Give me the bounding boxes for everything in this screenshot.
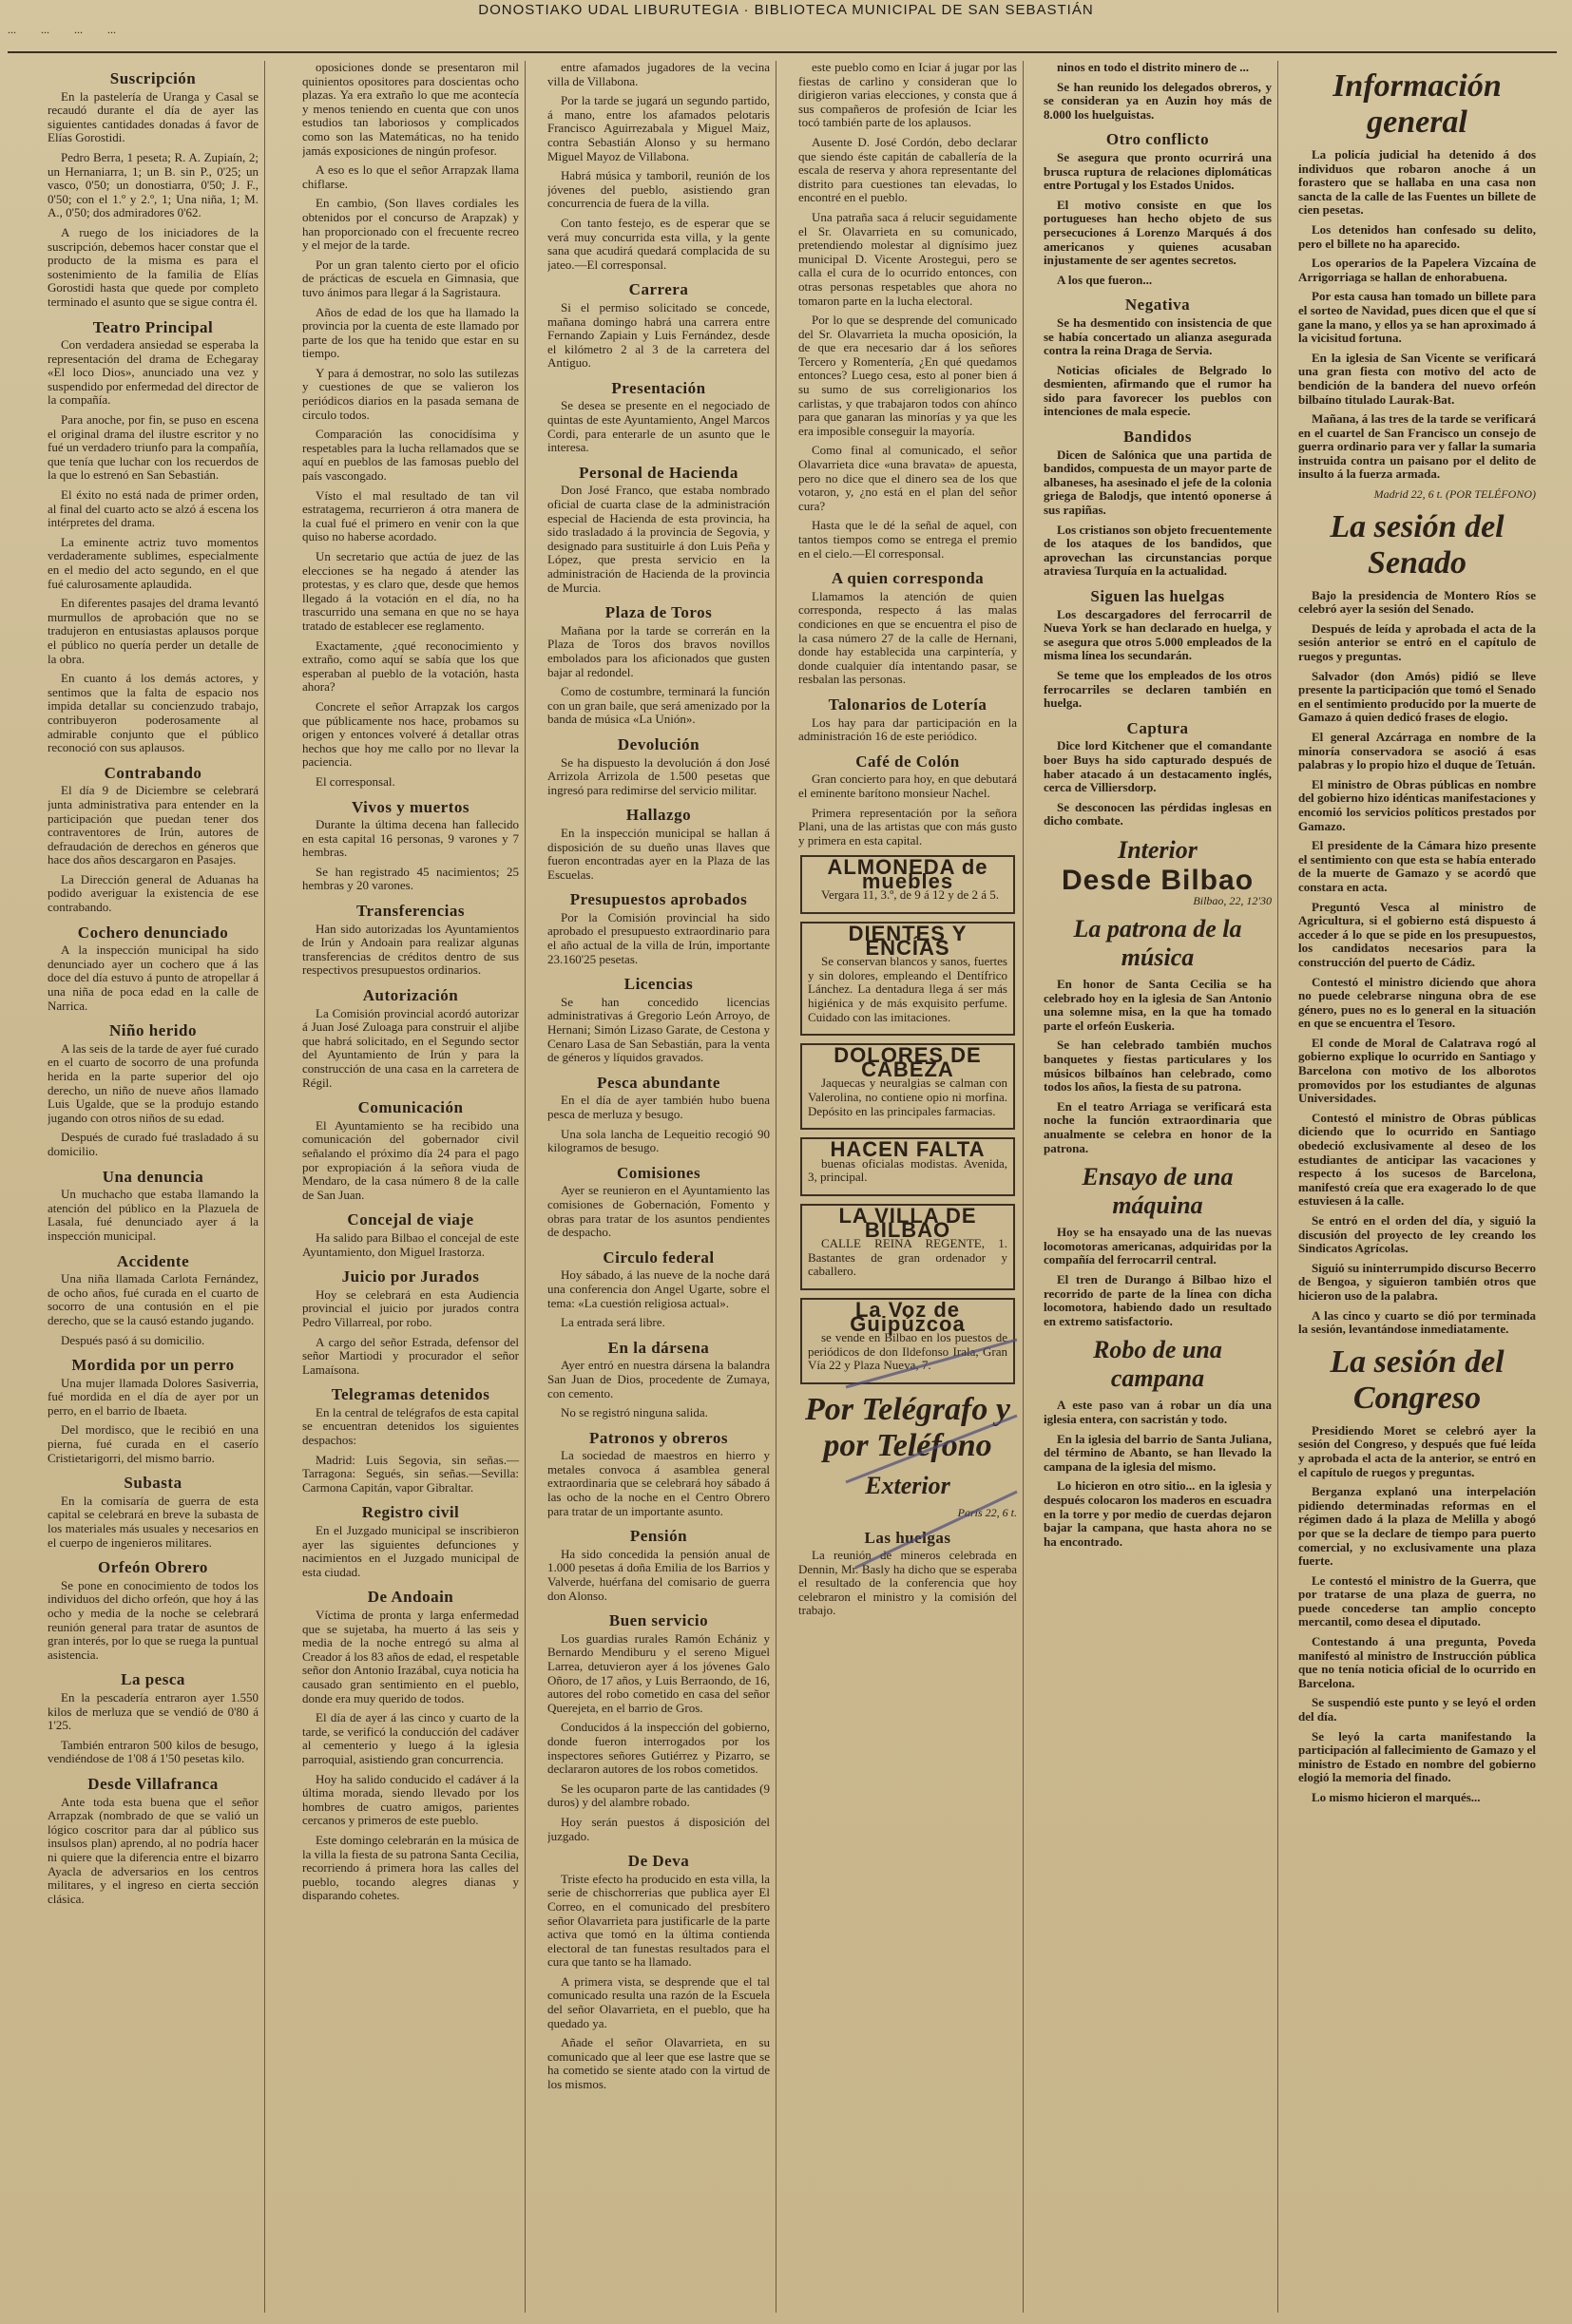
paragraph: Hoy se ha ensayado una de las nuevas locomotoras americanas, adquiridas por la compañía del ferrocarril central. xyxy=(1044,1225,1272,1267)
paragraph: Preguntó Vesca al ministro de Agricultura, si el gobierno está dispuesto á acceder á lo que se pide en los presupuestos, los candidatos necesarios para la construcción del puerto de Cádiz. xyxy=(1298,899,1536,969)
section-heading: Pensión xyxy=(629,1527,688,1546)
paragraph: Como final al comunicado, el señor Olavarrieta dice «una bravata» de apuesta, pero no dice que el dinero sea de los que votaron, y, ¿no está en el plan del señor cura? xyxy=(798,443,1017,513)
section-heading: Pesca abundante xyxy=(597,1073,720,1092)
paragraph: Después de curado fué trasladado á su domicilio. xyxy=(48,1130,259,1158)
paragraph: Añade el señor Olavarrieta, en su comunicado que al leer que ese lastre que se ha cometido se siente atado con la virtud de los mismos. xyxy=(547,2035,770,2092)
paragraph: Se les ocuparon parte de las cantidades (9 duros) y del alambre robado. xyxy=(547,1781,770,1810)
paragraph: A ruego de los iniciadores de la suscripción, debemos hacer constar que el producto de la misma es para el sostenimiento de la familia de Elías Gorostidi hasta que quede por completo terminado el asunto que se sigue contra él. xyxy=(48,224,259,309)
paragraph: Los hay para dar participación en la administración 16 de este periódico. xyxy=(798,714,1017,744)
section-heading: Plaza de Toros xyxy=(604,603,713,622)
section-heading: Subasta xyxy=(124,1474,182,1493)
paragraph: El corresponsal. xyxy=(316,773,395,789)
paragraph: Se teme que los empleados de los otros ferrocarriles se declaren también en huelga. xyxy=(1044,667,1272,711)
paragraph: Primera representación por la señora Plani, una de las artistas que con más gusto y primera en esta capital. xyxy=(798,805,1017,848)
paragraph: También entraron 500 kilos de besugo, vendiéndose de 1'08 á 1'50 pesetas kilo. xyxy=(48,1737,259,1766)
column-1 xyxy=(48,61,265,2313)
paragraph: Concrete el señor Arrapzak los cargos que públicamente nos hace, probamos su origen y entonces volveré á detallar otras hechos que hoy me callo por no llevar la paciencia. xyxy=(302,698,519,770)
paragraph: Contestando á una pregunta, Poveda manifestó al ministro de Instrucción pública que no tenía noticia oficial de lo ocurrido en Barcelona. xyxy=(1298,1634,1536,1690)
paragraph: Ante toda esta buena que el señor Arrapzak (nombrado de que se valió un lógico coscritor para dar al público sus insulsos plan) aprendo, al no podría hacer ni quiere que la diferencia entre el bizarro Ayacla de adversarios en los centros militares, y el ingreso en cierta sección clásica. xyxy=(48,1794,259,1906)
paragraph: Víctima de pronta y larga enfermedad que se sujetaba, ha muerto á las seis y media de la noche entregó su alma al Creador á los 83 años de edad, el respetable señor don Antonio Irazábal, cuya noticia ha causado gran sentimiento en el pueblo, donde era muy querido de todos. xyxy=(302,1608,519,1705)
paragraph: oposiciones donde se presentaron mil quinientos opositores para doscientas ocho plazas. Ya era extraño lo que me acontecía y menos teniendo en cuenta que con unos estudios tan laboriosos y complicados como son las Matemáticas, no ha tenido jamás exposiciones de ningún profesor. xyxy=(302,61,519,158)
section-heading: Bandidos xyxy=(1122,428,1193,447)
paragraph: A las cinco y cuarto se dió por terminada la sesión, levantándose inmediatamente. xyxy=(1298,1307,1536,1337)
paragraph: Años de edad de los que ha llamado la provincia por la cuenta de este llamado por parte de los que ha tenido que estar en su tiempo. xyxy=(302,304,519,361)
paragraph: Mañana, á las tres de la tarde se verificará en el cuartel de San Francisco un consejo de guerra ordinario para ver y fallar la sumaria instruida contra un paisano por el delito de insulto á la fuerza armada. xyxy=(1298,411,1536,482)
paragraph: Una patraña saca á relucir seguidamente el Sr. Olavarrieta en su comunicado, pretendiendo molestar al dignísimo juez municipal D. Vicente Arostegui, pero se calla el cura de lo ocurrido entonces, con otras personas respetables que ahora no tomaron parte en la lucha electoral. xyxy=(798,209,1017,308)
section-heading: Una denuncia xyxy=(102,1167,204,1186)
paragraph: El día 9 de Diciembre se celebrará junta administrativa para entender en la participación que puedan tener dos contraventores de Irún, autores de defraudación de derechos en géneros que hace dos años descargaron en Pasajes. xyxy=(48,783,259,867)
top-fragment-text: ... xyxy=(8,23,16,36)
paragraph: Para anoche, por fin, se puso en escena el original drama del ilustre escritor y no fué un verdadero triunfo para la compañía, que tenía que luchar con los recuerdos de la que lo estrenó en San Sebastián. xyxy=(48,412,259,483)
section-heading: Teatro Principal xyxy=(92,317,214,336)
paragraph: Los descargadores del ferrocarril de Nueva York se han declarado en huelga, y se asegura que otros 5.000 empleados de la misma línea los secundarán. xyxy=(1044,606,1272,663)
paragraph: este pueblo como en Iciar á jugar por las fiestas de carlino y consideran que lo dirigieron varias elecciones, y consta que á sus compañeros de profesión de Iciar les tocó también parte de los aplausos. xyxy=(798,61,1017,130)
paragraph: Se han celebrado también muchos banquetes y fiestas particulares y los músicos bilbaínos han celebrado, como todos los años, la fiesta de su patrona. xyxy=(1044,1038,1272,1095)
paragraph: Se han concedido licencias administrativas á Gregorio León Arroyo, de Hernani; Simón Lizaso Garate, de Cestona y Cenaro Lasa de San Sebastián, para la venta de géneros y líquidos gravados. xyxy=(547,994,770,1065)
paragraph: En diferentes pasajes del drama levantó murmullos de aprobación que no se tradujeron en entusiastas aplausos porque el público no quería perder un detalle de la obra. xyxy=(48,596,259,666)
paragraph: Contestó el ministro de Obras públicas diciendo que lo ocurrido en Santiago obedeció exclusivamente al deseo de los estudiantes de anticipar las vacaciones y respecto á los sucesos de Barcelona, manifestó creía que era exagerado lo de que estuviesen á la calle. xyxy=(1298,1110,1536,1209)
section-heading: Comunicación xyxy=(357,1098,464,1117)
paragraph: Ausente D. José Cordón, debo declarar que siendo éste capitán de caballería de la escala de reserva y ahora representante del distrito para cuestiones tan elevadas, lo encontré en el pueblo. xyxy=(798,134,1017,205)
paragraph: Se asegura que pronto ocurrirá una brusca ruptura de relaciones diplomáticas entre Portugal y los Estados Unidos. xyxy=(1044,149,1272,193)
section-heading: Niño herido xyxy=(109,1021,197,1040)
paragraph: En la pastelería de Uranga y Casal se recaudó durante el día de ayer las siguientes cantidades donadas á favor de Elías Gorostidi. xyxy=(48,88,259,145)
paragraph: No se registró ninguna salida. xyxy=(561,1405,708,1420)
paragraph: A las seis de la tarde de ayer fué curado en el cuarto de socorro de una profunda herida en la parte superior del ojo derecho, un niño de nueve años llamado Luis Ugalde, que se la produjo estando jugando con otros niños de su edad. xyxy=(48,1040,259,1125)
ad-text: se vende en Bilbao en los puestos de periódicos de don Ildefonso Irala, Gran Vía 22 y Plaza Nueva, 7. xyxy=(808,1330,1007,1373)
advertisement-box xyxy=(800,1137,1015,1196)
paragraph: Ayer se reunieron en el Ayuntamiento las comisiones de Gobernación, Fomento y obras para tratar de los asuntos pendientes de despacho. xyxy=(547,1183,770,1240)
ad-title: ALMONEDA de muebles xyxy=(827,855,988,893)
paragraph: Habrá música y tamboril, reunión de los jóvenes del pueblo, asistiendo gran concurrencia de fuera de la villa. xyxy=(547,168,770,211)
paragraph: Este domingo celebrarán en la música de la villa la fiesta de su patrona Santa Cecilia, recorriendo á primera hora las calles del pueblo, tocando alegres dianas y disparando cohetes. xyxy=(302,1832,519,1903)
paragraph: En cuanto á los demás actores, y sentimos que la falta de espacio nos impida detallar su concienzudo trabajo, contribuyeron poderosamente al admirable conjunto que el público reconoció con sus aplausos. xyxy=(48,671,259,755)
paragraph: La reunión de mineros celebrada en Dennin, Mr. Basly ha dicho que se esperaba el resultado de la conferencia que hoy celebraron el ministro y la comisión del trabajo. xyxy=(798,1548,1017,1618)
section-heading: Patronos y obreros xyxy=(589,1428,728,1447)
paragraph: Por esta causa han tomado un billete para el sorteo de Navidad, pues dicen que el que sí gane la mano, y ellos ya se han aproximado á la vicisitud fortuna. xyxy=(1298,289,1536,346)
paragraph: Se ha dispuesto la devolución á don José Arrizola Arrizola de 1.500 pesetas que ingresó para redimirse del servicio militar. xyxy=(547,754,770,797)
paragraph: El Ayuntamiento se ha recibido una comunicación del gobernador civil señalando el próximo día 24 para el pago por expropiación á la señora viuda de Mendaro, de la casa número 8 de la calle de San Juan. xyxy=(302,1117,519,1202)
telegraph-section-title: Por Telégrafo y por Teléfono xyxy=(805,1391,1010,1463)
paragraph: En la pescadería entraron ayer 1.550 kilos de merluza que se vendió de 0'80 á 1'25. xyxy=(48,1689,259,1733)
advertisement-box xyxy=(800,855,1015,914)
paragraph: Llamamos la atención de quien corresponda, respecto á las malas condiciones en que se encuentra el piso de la casa número 27 de la calle de Hernani, donde hay establecida una carpintería, y donde cualquier día intentando pasar, se resbalan las personas. xyxy=(798,588,1017,687)
section-heading: Telegramas detenidos xyxy=(331,1385,490,1404)
column-3 xyxy=(547,61,776,2313)
advertisement-box xyxy=(800,1204,1015,1290)
dateline: Bilbao, 22, 12'30 xyxy=(1193,893,1272,907)
ad-title: LA VILLA DE BILBAO xyxy=(838,1203,977,1242)
paragraph: Se suspendió este punto y se leyó el orden del día. xyxy=(1298,1695,1536,1724)
section-heading: Comisiones xyxy=(616,1163,701,1182)
paragraph: Hasta que le dé la señal de aquel, con tantos tiempos como se entrega el premio en el cielo.—El corresponsal. xyxy=(798,518,1017,561)
paragraph: La Comisión provincial acordó autorizar á Juan José Zuloaga para construir el aljibe que habrá solicitado, en el Segundo sector del Ayuntamiento de Irún y para la construcción de una casa en la carretera de Régil. xyxy=(302,1005,519,1090)
paragraph: ninos en todo el distrito minero de ... xyxy=(1057,61,1249,74)
paragraph: Los guardias rurales Ramón Echániz y Bernardo Mendiburu y el sereno Miguel Larrea, detuvieron ayer á los jóvenes Galo Oñoro, de 17 años, y Luis Berraondo, de 16, autores del robo cometido en casa del señor Querejeta, en el barrio de Gros. xyxy=(547,1630,770,1715)
paragraph: Después de leída y aprobada el acta de la sesión anterior se entró en el capítulo de ruegos y preguntas. xyxy=(1298,620,1536,664)
paragraph: En la iglesia de San Vicente se verificará una gran fiesta con motivo del acto de bendición de la bandera del nuevo orfeón bilbaíno titulado Laurak-Bat. xyxy=(1298,350,1536,407)
advertisement-box xyxy=(800,1043,1015,1130)
paragraph: El motivo consiste en que los portugueses han hecho objeto de sus persecuciones á Lorenzo Marqués á dos americanos y quienes acusaban injustamente de ser agentes secretos. xyxy=(1044,197,1272,268)
archive-header: DONOSTIAKO UDAL LIBURUTEGIA · BIBLIOTECA MUNICIPAL DE SAN SEBASTIÁN xyxy=(478,2,1094,18)
paragraph: El general Azcárraga en nombre de la minoría conservadora se asoció á esas palabras y lo propio hizo el duque de Tetuán. xyxy=(1298,730,1536,772)
paragraph: La policía judicial ha detenido á dos individuos que robaron anoche á un forastero que se hallaba en una casa non sancta de la calle de las Fuentes un billete de cien pesetas. xyxy=(1298,147,1536,218)
paragraph: Como de costumbre, terminará la función con un gran baile, que será amenizado por la banda de música «La Unión». xyxy=(547,684,770,727)
ad-text: Se conservan blancos y sanos, fuertes y sin dolores, empleando el Dentífrico Lánchez. La dentadura llega á ser más higiénica y de más exquisito perfume. Cuidado con las imitaciones. xyxy=(808,954,1007,1024)
paragraph: Bajo la presidencia de Montero Ríos se celebró ayer la sesión del Senado. xyxy=(1298,587,1536,617)
section-heading: Transferencias xyxy=(355,902,466,921)
section-heading: La pesca xyxy=(121,1670,185,1689)
paragraph: Pedro Berra, 1 peseta; R. A. Zupiaín, 2; un Hernaniarra, 1; un B. sin P., 0'25; un vasco, 0'50; un donostiarra, 0'50; J. F., 0'50; con el 1.º y 2.º, 1; Una niña, 1; M. A., 0'50; dos admiradores 0'62. xyxy=(48,149,259,220)
paragraph: La eminente actriz tuvo momentos verdaderamente sublimes, especialmente en el medio del acto segundo, en el que fué calurosamente aplaudida. xyxy=(48,534,259,591)
advertisement-box xyxy=(800,1298,1015,1384)
ad-title: HACEN FALTA xyxy=(830,1137,986,1162)
paragraph: Presidiendo Moret se celebró ayer la sesión del Congreso, y después que fué leída y aprobada el acta de la anterior, se entró en el capítulo de ruegos y preguntas. xyxy=(1298,1422,1536,1479)
paragraph: Gran concierto para hoy, en que debutará el eminente barítono monsieur Nachel. xyxy=(798,771,1017,800)
top-torn-line xyxy=(8,21,1557,53)
paragraph: Se leyó la carta manifestando la participación al fallecimiento de Gamazo y el ministro de Estado en nombre del gobierno elogió la memoria del finado. xyxy=(1298,1728,1536,1785)
paragraph: Se desea se presente en el negociado de quintas de este Ayuntamiento, Angel Marcos Cordi, para enterarle de un asunto que le interesa. xyxy=(547,398,770,455)
paragraph: Lo mismo hicieron el marqués... xyxy=(1312,1790,1481,1804)
senado-title: La sesión del Senado xyxy=(1330,508,1505,581)
ad-text: Jaquecas y neuralgias se calman con Valerolina, no contiene opio ni morfina. Depósito en las principales farmacias. xyxy=(808,1076,1007,1118)
article-title: La patrona de la música xyxy=(1073,915,1242,972)
section-heading: Desde Villafranca xyxy=(87,1774,219,1793)
section-heading: Juicio por Jurados xyxy=(341,1267,480,1286)
paragraph: Don José Franco, que estaba nombrado oficial de cuarta clase de la administración especial de Hacienda de esta provincia, ha sido trasladado á la provincia de Segovia, y designado para sustituirle á don Luis Peña y López, que presta servicio en la administración de Hacienda de la provincia de Murcia. xyxy=(547,483,770,595)
paragraph: Los cristianos son objeto frecuentemente de los ataques de los bandidos, que aprovechan las circunstancias porque atraviesa Turquía en la actualidad. xyxy=(1044,522,1272,579)
top-fragment-text: ... xyxy=(107,23,116,36)
paragraph: Se pone en conocimiento de todos los individuos del dicho orfeón, que hoy á las ocho y media de la noche se celebrará reunión general para tratar de asuntos de gran interés, por lo que se ruega la puntual asistencia. xyxy=(48,1577,259,1662)
section-heading: De Deva xyxy=(627,1852,690,1871)
paragraph: El ministro de Obras públicas en nombre del gobierno hizo idénticas manifestaciones y encomió los servicios políticos prestados por Gamazo. xyxy=(1298,776,1536,833)
paragraph: Ha salido para Bilbao el concejal de este Ayuntamiento, don Miguel Irastorza. xyxy=(302,1229,519,1259)
paragraph: El día de ayer á las cinco y cuarto de la tarde, se verificó la conducción del cadáver al cementerio y luego á la iglesia parroquial, asistiendo gran concurrencia. xyxy=(302,1710,519,1766)
paragraph: La sociedad de maestros en hierro y metales convoca á asamblea general extraordinaria que se celebrará hoy sábado á las ocho de la noche en el Centro Obrero para tratar de un importante asunto. xyxy=(547,1448,770,1518)
section-heading: Vivos y muertos xyxy=(352,797,470,816)
paragraph: En la iglesia del barrio de Santa Juliana, del término de Abanto, se han llevado la campana de la iglesia del mismo. xyxy=(1044,1431,1272,1474)
section-heading: Las huelgas xyxy=(864,1528,951,1547)
section-heading: Suscripción xyxy=(109,69,197,87)
section-heading: Registro civil xyxy=(361,1503,460,1522)
section-heading: Licencias xyxy=(623,975,694,994)
paragraph: Por la Comisión provincial ha sido aprobado el presupuesto extraordinario para el año actual de la villa de Irún, importante 23.160'25 pesetas. xyxy=(547,909,770,966)
column-6 xyxy=(1298,61,1542,2313)
column-4 xyxy=(798,61,1024,2313)
section-heading: Contrabando xyxy=(104,763,202,782)
paragraph: Se desconocen las pérdidas inglesas en dicho combate. xyxy=(1044,799,1272,829)
paragraph: Se entró en el orden del día, y siguió la discusión del proyecto de ley creando los Sindicatos Agrícolas. xyxy=(1298,1213,1536,1256)
section-heading: A quien corresponda xyxy=(831,569,985,588)
section-heading: Circulo federal xyxy=(603,1248,715,1267)
paragraph: A los que fueron... xyxy=(1057,272,1153,287)
paragraph: A eso es lo que el señor Arrapzak llama chiflarse. xyxy=(302,162,519,191)
paragraph: Por un gran talento cierto por el oficio de prácticas de escuela en Gimnasia, que tuvo ánimos para llegar á la Sagristaura. xyxy=(302,257,519,299)
section-heading: Mordida por un perro xyxy=(71,1356,235,1375)
paragraph: En el día de ayer también hubo buena pesca de merluza y besugo. xyxy=(547,1093,770,1121)
paragraph: Por lo que se desprende del comunicado del Sr. Olavarrieta la mucha oposición, la de que era necesario dar á los señores Tercero y Romentería, ¿En qué quedamos entonces? Luego cesa, esto al poner bien á su sumo de sus correligionarios los carlistas, y que trabajaron todos con ahínco para que ganaran las minorías y ya que les era imposible conseguir la mayoría. xyxy=(798,313,1017,438)
paragraph: entre afamados jugadores de la vecina villa de Villabona. xyxy=(547,61,770,88)
paragraph: Ayer entró en nuestra dársena la balandra San Juan de Dios, procedente de Zumaya, con cemento. xyxy=(547,1358,770,1400)
paragraph: Salvador (don Amós) pidió se lleve presente la participación que tomó el Senado en el sentimiento producido por la muerte de Gamazo á quien dedicó frases de elogio. xyxy=(1298,668,1536,725)
paragraph: La entrada será libre. xyxy=(561,1315,665,1330)
paragraph: En el Juzgado municipal se inscribieron ayer las siguientes defunciones y nacimientos en el Juzgado municipal de esta ciudad. xyxy=(302,1523,519,1579)
section-heading: Captura xyxy=(1126,718,1189,737)
paragraph: Siguió su ininterrumpido discurso Becerro de Bengoa, y siguieron también otros que hicieron uso de la palabra. xyxy=(1298,1260,1536,1303)
dateline: Madrid 22, 6 t. (POR TELÉFONO) xyxy=(1373,487,1536,502)
section-heading: Personal de Hacienda xyxy=(579,463,738,482)
paragraph: Se han registrado 45 nacimientos; 25 hembras y 20 varones. xyxy=(302,864,519,893)
section-heading: Presentación xyxy=(611,378,706,397)
paragraph: Madrid: Luis Segovia, sin señas.— Tarragona: Segués, sin señas.—Sevilla: Carmona Capitán, vapor Gibraltar. xyxy=(302,1452,519,1495)
section-heading: Hallazgo xyxy=(625,806,692,825)
section-heading: Siguen las huelgas xyxy=(1090,587,1225,605)
paragraph: Los operarios de la Papelera Vizcaína de Arrigorriaga se hallan de enhorabuena. xyxy=(1298,256,1536,284)
paragraph: Hoy se celebrará en esta Audiencia provincial el juicio por jurados contra Pedro Villarreal, por robo. xyxy=(302,1286,519,1329)
paragraph: Triste efecto ha producido en esta villa, la serie de chischorrerias que publica ayer El Correo, en el comunicado del presbítero señor Olavarrieta para justificarle de la parte activa que tomó en la última contienda electoral de tan funestas resultados para el cura que tanto se ha llamado. xyxy=(547,1871,770,1970)
paragraph: Con verdadera ansiedad se esperaba la representación del drama de Echegaray «El loco Dios», anunciado una vez y suspendido por enfermedad del director de la compañía. xyxy=(48,337,259,408)
ad-text: CALLE REINA REGENTE, 1. Bastantes de gran ordenador y caballero. xyxy=(808,1236,1007,1279)
paragraph: El éxito no está nada de primer orden, al final del cuarto acto se alzó á escena los intérpretes del drama. xyxy=(48,487,259,530)
paragraph: Vísto el mal resultado de tan vil estratagema, recurrieron á otra manera de la cual fué el primero en venir con la que quiso no haberse acordado. xyxy=(302,487,519,544)
section-heading: Presupuestos aprobados xyxy=(569,890,748,909)
paragraph: Se ha desmentido con insistencia de que se había concertado un alianza asegurada contra la reina Draga de Servia. xyxy=(1044,314,1272,358)
section-heading: Negativa xyxy=(1124,295,1191,314)
paragraph: El tren de Durango á Bilbao hizo el recorrido de parte de la línea con dicha locomotora, habiendo dado un resultado en extremo satisfactorio. xyxy=(1044,1272,1272,1328)
section-heading: Otro conflicto xyxy=(1105,130,1210,149)
paragraph: Contestó el ministro diciendo que ahora no puede celebrarse ninguna obra de ese género, pues no es lo general en la situación en que se encuentra el Tesoro. xyxy=(1298,974,1536,1031)
paragraph: Con tanto festejo, es de esperar que se verá muy concurrida esta villa, y la gente sana que acudirá quedará complacida de su jateo.—El corresponsal. xyxy=(547,215,770,272)
paragraph: Una sola lancha de Lequeitio recogió 90 kilogramos de besugo. xyxy=(547,1126,770,1155)
ad-text: Vergara 11, 3.º, de 9 á 12 y de 2 á 5. xyxy=(821,887,1000,903)
section-heading: Autorización xyxy=(362,986,459,1005)
paragraph: Un muchacho que estaba llamando la atención del público en la Plazuela de Lasala, fué denunciado ayer á la inspección municipal. xyxy=(48,1187,259,1243)
section-heading: Devolución xyxy=(617,734,700,753)
paragraph: Le contestó el ministro de la Guerra, que por tratarse de una plaza de guerra, no puede concederse tan amplio concepto mercantil, como desea el diputado. xyxy=(1298,1572,1536,1629)
section-heading: Cochero denunciado xyxy=(77,923,229,942)
paragraph: A la inspección municipal ha sido denunciado ayer un cochero que á las doce del día estuvo á punto de atropellar á una niña de poca edad en la calle de Narrica. xyxy=(48,943,259,1013)
congreso-title: La sesión del Congreso xyxy=(1330,1343,1505,1416)
paragraph: Un secretario que actúa de juez de las elecciones se ha negado á atender las protestas, y es claro que, desde que hemos llegado á la votación en el día, no ha trascurrido una semana en que no se haya tratado de establecer ese reglamento. xyxy=(302,549,519,633)
paragraph: Se han reunido los delegados obreros, y se consideran ya en Auzin hoy más de 8.000 los huelguistas. xyxy=(1044,79,1272,122)
article-title: Ensayo de una máquina xyxy=(1082,1163,1234,1220)
informacion-general-title: Información general xyxy=(1332,68,1502,140)
paragraph: A primera vista, se desprende que el tal comunicado resulta una razón de la Escuela del señor Olavarrieta, en el pueblo, que ha quedado ya. xyxy=(547,1973,770,2030)
paragraph: Han sido autorizadas los Ayuntamientos de Irún y Andoain para realizar algunas transferencias de créditos dentro de sus respectivos presupuestos ordinarios. xyxy=(302,921,519,978)
paragraph: Ha sido concedida la pensión anual de 1.000 pesetas á doña Emilia de los Barrios y Valverde, huérfana del comisario de guerra don Alonso. xyxy=(547,1546,770,1603)
section-heading: Buen servicio xyxy=(608,1611,709,1630)
ad-text: buenas oficialas modistas. Avenida, 3, principal. xyxy=(808,1155,1007,1185)
advertisement-box xyxy=(800,922,1015,1036)
paragraph: Conducidos á la inspección del gobierno, donde fueron interrogados por los inspectores señores Gutiérrez y Pizarro, se declararon autores de los robos cometidos. xyxy=(547,1720,770,1777)
top-fragment-text: ... xyxy=(74,23,83,36)
ad-title: DIENTES Y ENCÍAS xyxy=(848,922,968,960)
dateline: París 22, 6 t. xyxy=(957,1505,1017,1519)
section-heading: Concejal de viaje xyxy=(347,1210,474,1229)
column-2 xyxy=(302,61,526,2313)
paragraph: Una niña llamada Carlota Fernández, de ocho años, fué curada en el cuarto de socorro de una contusión en el pie derecho, que se la causó estando jugando. xyxy=(48,1271,259,1327)
interior-heading: Interior xyxy=(1118,835,1198,864)
paragraph: En honor de Santa Cecilia se ha celebrado hoy en la iglesia de San Antonio una solemne misa, en la que ha tomado parte el orfeón Euskeria. xyxy=(1044,977,1272,1033)
paragraph: En el teatro Arriaga se verificará esta noche la función extraordinaria que anualmente se celebra en honor de la patrona. xyxy=(1044,1098,1272,1155)
paragraph: Durante la última decena han fallecido en esta capital 16 personas, 9 varones y 7 hembras. xyxy=(302,817,519,860)
paragraph: Mañana por la tarde se correrán en la Plaza de Toros dos bravos novillos embolados para los aficionados que gusten bajar al redondel. xyxy=(547,622,770,679)
paragraph: Lo hicieron en otro sitio... en la iglesia y después colocaron los maderos en escuadra en la torre y por medio de cuerdas dejaron bajar la campana, que hasta ahora no se ha encontrado. xyxy=(1044,1478,1272,1549)
desde-bilbao-heading: Desde Bilbao xyxy=(1061,864,1255,896)
section-heading: Talonarios de Lotería xyxy=(828,695,987,714)
paragraph: Y para á demostrar, no solo las sutilezas y cuestiones de que se valieron los periódicos diarios en la pasada semana de circulo todos. xyxy=(302,365,519,422)
paragraph: Noticias oficiales de Belgrado lo desmienten, afirmando que el rumor ha sido para favorecer los pueblos con intenciones de mala especie. xyxy=(1044,362,1272,419)
section-heading: Café de Colón xyxy=(855,752,960,771)
paragraph: Por la tarde se jugará un segundo partido, á mano, entre los afamados pelotaris Francisco Aguirrezabala y Miguel Maiz, contra Sebastián Alonso y su hermano Miguel Mayoz de Villabona. xyxy=(547,93,770,163)
paragraph: Los detenidos han confesado su delito, pero el billete no ha aparecido. xyxy=(1298,221,1536,251)
paragraph: En la central de telégrafos de esta capital se encuentran detenidos los siguientes despachos: xyxy=(302,1404,519,1448)
paragraph: El presidente de la Cámara hizo presente el sentimiento con que esta se había enterado de la muerte de Gamazo y se acordó que constara en acta. xyxy=(1298,838,1536,894)
paragraph: Hoy serán puestos á disposición del juzgado. xyxy=(547,1814,770,1843)
ad-title: La Voz de Guipúzcoa xyxy=(850,1297,966,1336)
paragraph: Dicen de Salónica que una partida de bandidos, compuesta de un mayor parte de albaneses, ha asesinado el jefe de la colonia griega de Balodjs, que intentó oponerse á sus rapiñas. xyxy=(1044,447,1272,518)
section-heading: En la dársena xyxy=(607,1338,710,1357)
paragraph: El conde de Moral de Calatrava rogó al gobierno explique lo ocurrido en Santiago y Barcelona con motivo de los alborotos promovidos por los estudiantes de algunas Universidades. xyxy=(1298,1035,1536,1106)
paragraph: Hoy sábado, á las nueve de la noche dará una conferencia don Angel Ugarte, sobre el tema: «La cuestión religiosa actual». xyxy=(547,1267,770,1310)
paragraph: Hoy ha salido conducido el cadáver á la última morada, siendo llevado por los hombres de cuatro amigos, parientes cercanos y primeros de este pueblo. xyxy=(302,1771,519,1828)
section-heading: Carrera xyxy=(628,280,689,299)
paragraph: Berganza explanó una interpelación pidiendo determinadas reformas en el régimen dado á la plaza de Melilla y abogó por que se la declare de tiempo para puerto comercial, y no exclusivamente una plaza fuerte. xyxy=(1298,1484,1536,1569)
paragraph: En la comisaría de guerra de esta capital se celebrará en breve la subasta de los materiales más usuales y necesarios en el cuerpo de ingenieros militares. xyxy=(48,1493,259,1550)
article-title: Robo de una campana xyxy=(1093,1336,1222,1393)
section-heading: Orfeón Obrero xyxy=(98,1558,208,1577)
paragraph: Una mujer llamada Dolores Sasiverria, fué mordida en el día de ayer por un perro, en el barrio de Ibaeta. xyxy=(48,1375,259,1418)
section-heading: Accidente xyxy=(116,1251,190,1270)
top-fragment-text: ... xyxy=(41,23,49,36)
paragraph: Comparación las conocidísima y respetables para la lucha rellamados que se aquí en pueblos de las famosas pueblo del país vascongado. xyxy=(302,427,519,484)
exterior-heading: Exterior xyxy=(865,1471,950,1499)
paragraph: La Dirección general de Aduanas ha podido averiguar la existencia de ese contrabando. xyxy=(48,871,259,915)
paragraph: A cargo del señor Estrada, defensor del señor Martiodi y procurador el señor Lamaísona. xyxy=(302,1334,519,1377)
paragraph: En la inspección municipal se hallan á disposición de su dueño unas llaves que fueron encontradas ayer en la Plaza de las Escuelas. xyxy=(547,825,770,882)
paragraph: Después pasó á su domicilio. xyxy=(61,1332,205,1347)
paragraph: Si el permiso solicitado se concede, mañana domingo habrá una carrera entre Fernando Zapiain y Luis Fernández, desde el kilómetro 2 al 3 de la carretera del Antiguo. xyxy=(547,299,770,371)
paragraph: Dice lord Kitchener que el comandante boer Buys ha sido capturado después de haber atacado á un destacamento inglés, cerca de Villiersdorp. xyxy=(1044,738,1272,795)
paragraph: Exactamente, ¿qué reconocimiento y extraño, como aquí se sabía que los que esperaban al pueblo de la votación, hasta ahora? xyxy=(302,638,519,695)
section-heading: De Andoain xyxy=(367,1588,454,1607)
ad-title: DOLORES DE CABEZA xyxy=(834,1043,982,1081)
paragraph: A este paso van á robar un día una iglesia entera, con sacristán y todo. xyxy=(1044,1398,1272,1426)
paragraph: En cambio, (Son llaves cordiales les obtenidos por el concurso de Arapzak) y han proporcionado con el frecuente recreo y el mejor de la tarde. xyxy=(302,196,519,253)
paragraph: Del mordisco, que le recibió en una pierna, fué curada en el caserío Cristietarigorri, del mismo barrio. xyxy=(48,1422,259,1465)
column-5 xyxy=(1044,61,1278,2313)
